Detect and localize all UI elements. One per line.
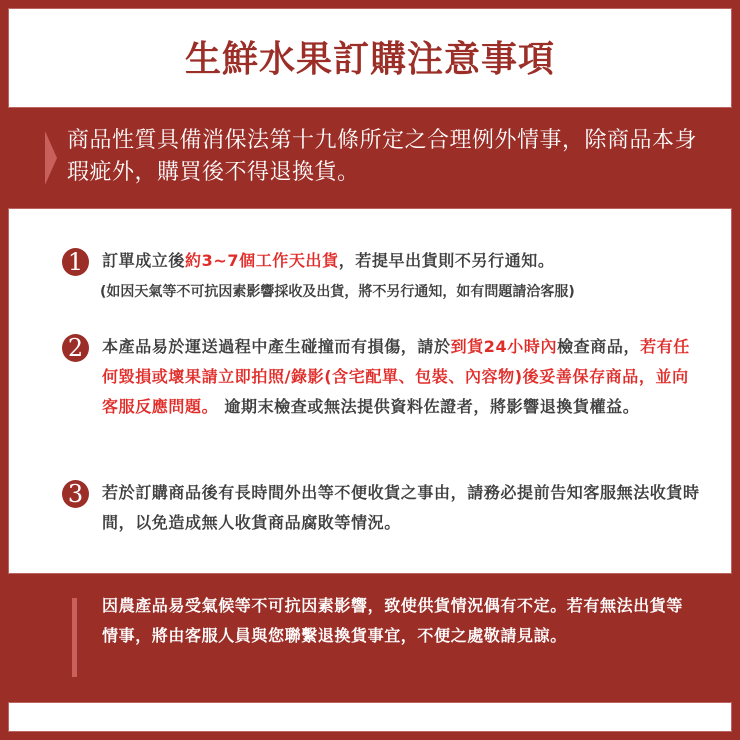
header-panel xyxy=(9,9,731,107)
rule-segment: 訂單成立後 xyxy=(102,251,186,270)
return-policy-notice xyxy=(0,107,740,209)
rule-segment: ，若提早出貨則不另行通知。 xyxy=(338,251,555,270)
rule-highlight: 若有任何毀損或壞果請立即拍照/錄影(含宅配單、包裝、內容物)後妥善保存商品，並向客服反應問題。 xyxy=(102,337,690,416)
quote-bar-icon xyxy=(72,598,77,677)
rule-text xyxy=(102,332,702,422)
rule-segment: 本產品易於運送過程中產生碰撞而有損傷，請於 xyxy=(102,337,451,356)
chevron-right-icon xyxy=(45,131,57,185)
rule-highlight: 到貨24小時內 xyxy=(450,337,558,356)
rule-segment: 逾期末檢查或無法提供資料佐證者，將影響退換貨權益。 xyxy=(218,397,640,416)
disclaimer-text: 因農產品易受氣候等不可抗因素影響，致使供貨情況偶有不定。若有無法出貨等情事，將由客服人員與您聯繫退換貨事宜，不便之處敬請見諒。 xyxy=(102,596,684,645)
notice-text: 商品性質具備消保法第十九條所定之合理例外情事，除商品本身瑕疵外，購買後不得退換貨。 xyxy=(67,128,698,185)
number-badge-icon: 2 xyxy=(62,334,89,362)
bottom-panel xyxy=(9,703,731,731)
rule-text xyxy=(102,246,702,307)
supply-disclaimer xyxy=(0,573,740,703)
rules-panel xyxy=(9,209,731,573)
rule-text xyxy=(102,478,702,538)
number-badge-icon: 1 xyxy=(62,248,89,276)
rule-segment: 若於訂購商品後有長時間外出等不便收貨之事由，請務必提前告知客服無法收貨時間，以免造成無人收貨商品腐敗等情況。 xyxy=(102,483,700,532)
page-title: 生鮮水果訂購注意事項 xyxy=(184,38,555,80)
rule-segment: 檢查商品， xyxy=(557,337,641,356)
number-badge-icon: 3 xyxy=(62,480,89,508)
rule-subtext: (如因天氣等不可抗因素影響採收及出貨，將不另行通知，如有問題請洽客服) xyxy=(100,284,575,300)
rule-highlight: 約3~7個工作天出貨 xyxy=(185,251,339,270)
